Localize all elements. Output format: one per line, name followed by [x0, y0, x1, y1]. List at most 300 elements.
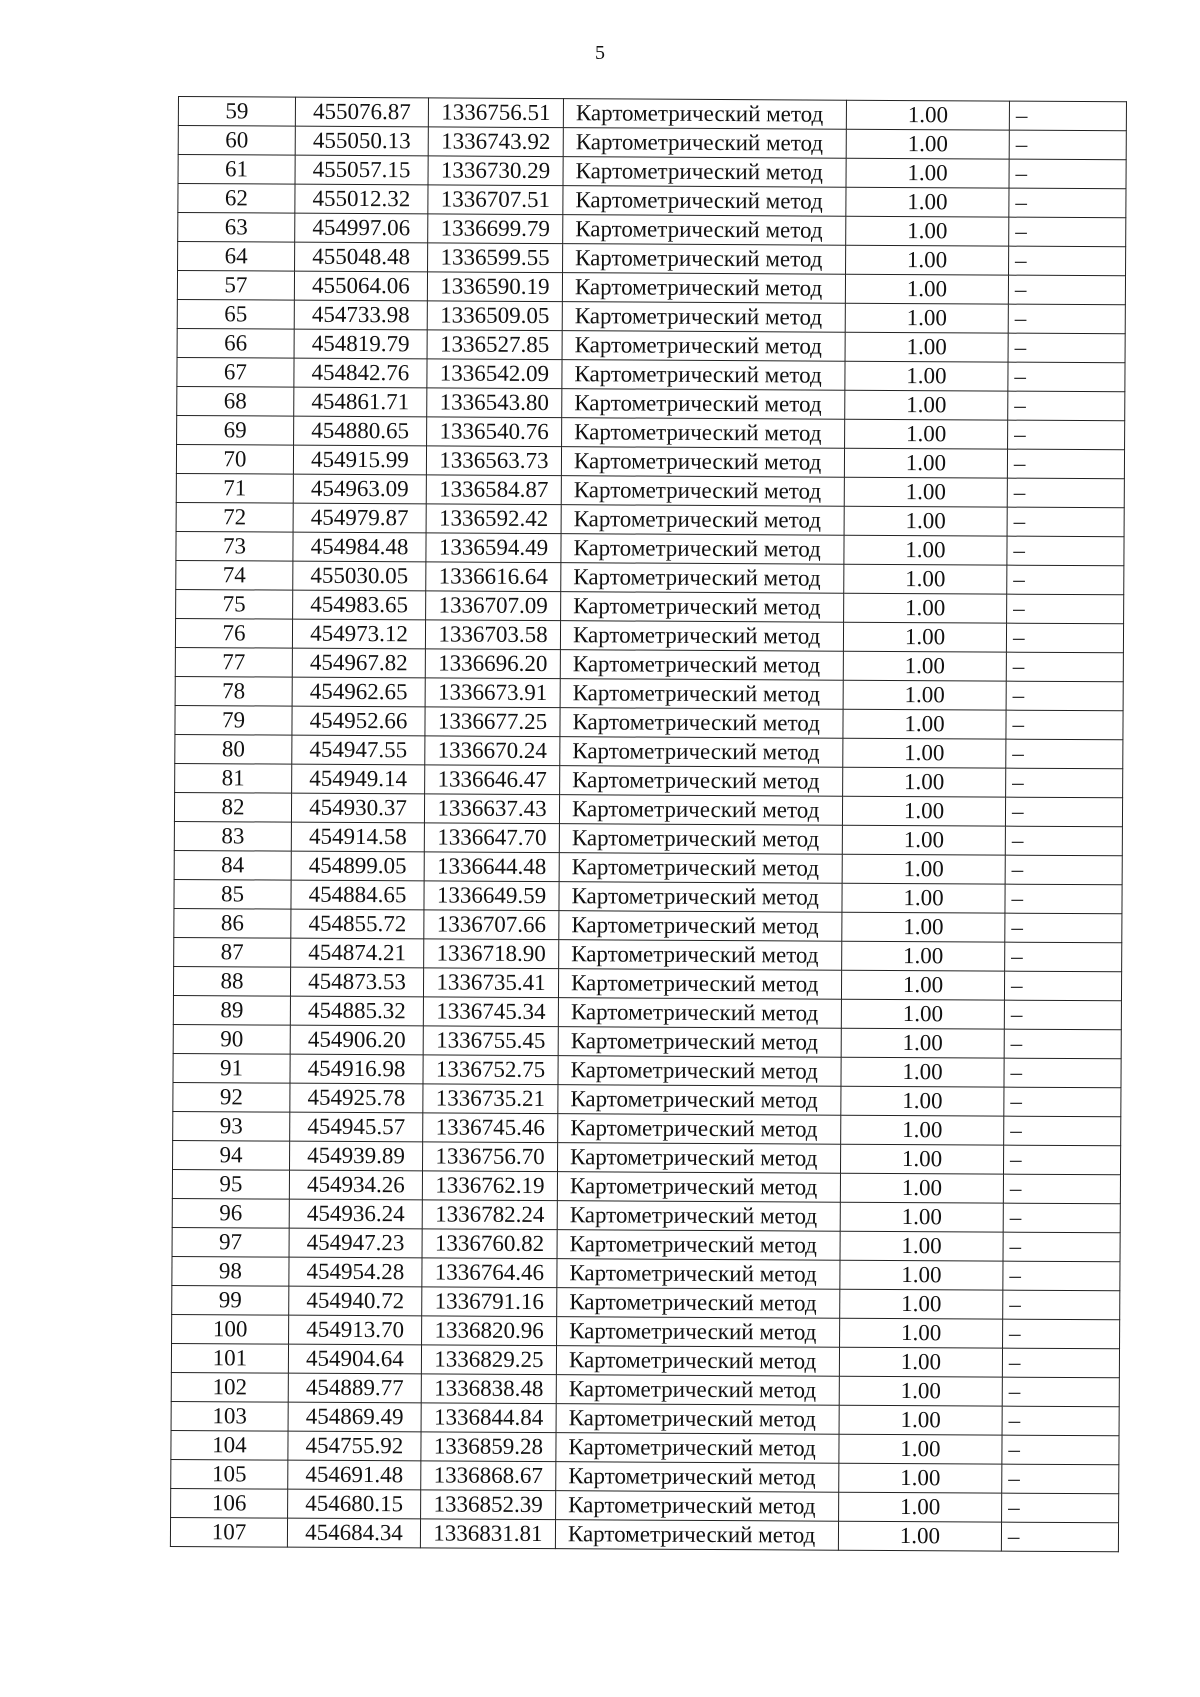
y-coordinate-cell: 1336647.70 [424, 823, 559, 853]
x-coordinate-cell: 454967.82 [292, 648, 425, 678]
method-cell: Картометрический метод [556, 1491, 839, 1522]
accuracy-cell: 1.00 [845, 419, 1008, 449]
method-cell: Картометрический метод [562, 418, 845, 449]
table-row [177, 271, 1125, 305]
note-cell: – [1008, 333, 1125, 363]
table-row [174, 792, 1122, 826]
y-coordinate-cell: 1336829.25 [421, 1345, 556, 1375]
table-row [174, 850, 1122, 884]
coordinates-table-body [170, 97, 1126, 1552]
table-row [175, 705, 1123, 739]
y-coordinate-cell: 1336782.24 [422, 1200, 557, 1230]
accuracy-cell: 1.00 [844, 535, 1007, 565]
point-number-cell: 102 [171, 1372, 288, 1402]
table-row [177, 415, 1125, 449]
point-number-cell: 66 [177, 328, 294, 358]
table-row [171, 1430, 1119, 1464]
x-coordinate-cell: 454733.98 [294, 300, 427, 330]
table-row [173, 1082, 1121, 1116]
x-coordinate-cell: 454940.72 [289, 1286, 422, 1316]
point-number-cell: 98 [172, 1256, 289, 1286]
x-coordinate-cell: 454691.48 [288, 1460, 421, 1490]
point-number-cell: 104 [171, 1430, 288, 1460]
y-coordinate-cell: 1336509.05 [427, 301, 562, 331]
point-number-cell: 93 [173, 1111, 290, 1141]
method-cell: Картометрический метод [557, 1317, 840, 1348]
accuracy-cell: 1.00 [841, 1086, 1004, 1116]
y-coordinate-cell: 1336838.48 [421, 1374, 556, 1404]
table-row [172, 1169, 1120, 1203]
y-coordinate-cell: 1336673.91 [425, 678, 560, 708]
note-cell: – [1007, 565, 1124, 595]
accuracy-cell: 1.00 [844, 448, 1007, 478]
y-coordinate-cell: 1336590.19 [427, 272, 562, 302]
note-cell: – [1004, 1116, 1121, 1146]
y-coordinate-cell: 1336743.92 [428, 127, 563, 157]
x-coordinate-cell: 455057.15 [295, 155, 428, 185]
point-number-cell: 91 [173, 1053, 290, 1083]
y-coordinate-cell: 1336762.19 [422, 1171, 557, 1201]
point-number-cell: 69 [177, 415, 294, 445]
x-coordinate-cell: 454904.64 [288, 1344, 421, 1374]
y-coordinate-cell: 1336791.16 [422, 1287, 557, 1317]
x-coordinate-cell: 454984.48 [293, 532, 426, 562]
accuracy-cell: 1.00 [846, 158, 1009, 188]
y-coordinate-cell: 1336616.64 [426, 562, 561, 592]
accuracy-cell: 1.00 [845, 361, 1008, 391]
point-number-cell: 96 [172, 1198, 289, 1228]
table-row [176, 444, 1124, 478]
accuracy-cell: 1.00 [838, 1521, 1001, 1551]
method-cell: Картометрический метод [560, 766, 843, 797]
x-coordinate-cell: 455064.06 [294, 271, 427, 301]
y-coordinate-cell: 1336592.42 [426, 504, 561, 534]
accuracy-cell: 1.00 [843, 622, 1006, 652]
point-number-cell: 71 [176, 473, 293, 503]
accuracy-cell: 1.00 [841, 1028, 1004, 1058]
accuracy-cell: 1.00 [840, 1260, 1003, 1290]
note-cell: – [1005, 855, 1122, 885]
point-number-cell: 81 [175, 763, 292, 793]
table-row [171, 1459, 1119, 1493]
x-coordinate-cell: 454842.76 [294, 358, 427, 388]
method-cell: Картометрический метод [556, 1346, 839, 1377]
note-cell: – [1007, 507, 1124, 537]
x-coordinate-cell: 454819.79 [294, 329, 427, 359]
accuracy-cell: 1.00 [839, 1463, 1002, 1493]
table-row [177, 357, 1125, 391]
note-cell: – [1004, 971, 1121, 1001]
point-number-cell: 78 [175, 676, 292, 706]
note-cell: – [1007, 536, 1124, 566]
table-row [176, 531, 1124, 565]
method-cell: Картометрический метод [562, 389, 845, 420]
x-coordinate-cell: 454973.12 [292, 619, 425, 649]
x-coordinate-cell: 454939.89 [290, 1141, 423, 1171]
note-cell: – [1008, 420, 1125, 450]
x-coordinate-cell: 454884.65 [291, 880, 424, 910]
accuracy-cell: 1.00 [841, 1115, 1004, 1145]
accuracy-cell: 1.00 [846, 129, 1009, 159]
x-coordinate-cell: 454983.65 [293, 590, 426, 620]
point-number-cell: 79 [175, 705, 292, 735]
table-row [174, 821, 1122, 855]
x-coordinate-cell: 455048.48 [295, 242, 428, 272]
table-row [174, 879, 1122, 913]
method-cell: Картометрический метод [559, 882, 842, 913]
y-coordinate-cell: 1336745.46 [423, 1113, 558, 1143]
point-number-cell: 68 [177, 386, 294, 416]
y-coordinate-cell: 1336543.80 [427, 388, 562, 418]
x-coordinate-cell: 454684.34 [287, 1518, 420, 1548]
table-row [173, 1053, 1121, 1087]
method-cell: Картометрический метод [560, 650, 843, 681]
point-number-cell: 72 [176, 502, 293, 532]
point-number-cell: 92 [173, 1082, 290, 1112]
accuracy-cell: 1.00 [843, 709, 1006, 739]
accuracy-cell: 1.00 [840, 1144, 1003, 1174]
point-number-cell: 89 [173, 995, 290, 1025]
note-cell: – [1003, 1145, 1120, 1175]
point-number-cell: 76 [175, 618, 292, 648]
x-coordinate-cell: 454755.92 [288, 1431, 421, 1461]
y-coordinate-cell: 1336637.43 [424, 794, 559, 824]
method-cell: Картометрический метод [562, 273, 845, 304]
method-cell: Картометрический метод [556, 1433, 839, 1464]
x-coordinate-cell: 454925.78 [290, 1083, 423, 1113]
accuracy-cell: 1.00 [842, 883, 1005, 913]
method-cell: Картометрический метод [558, 1056, 841, 1087]
method-cell: Картометрический метод [557, 1259, 840, 1290]
table-row [173, 966, 1121, 1000]
table-row [177, 328, 1125, 362]
note-cell: – [1003, 1290, 1120, 1320]
y-coordinate-cell: 1336820.96 [422, 1316, 557, 1346]
y-coordinate-cell: 1336707.66 [424, 910, 559, 940]
y-coordinate-cell: 1336868.67 [421, 1461, 556, 1491]
point-number-cell: 57 [177, 271, 294, 301]
accuracy-cell: 1.00 [842, 796, 1005, 826]
y-coordinate-cell: 1336718.90 [424, 939, 559, 969]
note-cell: – [1002, 1464, 1119, 1494]
y-coordinate-cell: 1336696.20 [425, 649, 560, 679]
point-number-cell: 107 [170, 1517, 287, 1547]
x-coordinate-cell: 454906.20 [290, 1025, 423, 1055]
method-cell: Картометрический метод [556, 1462, 839, 1493]
point-number-cell: 61 [178, 155, 295, 185]
note-cell: – [1005, 884, 1122, 914]
x-coordinate-cell: 454954.28 [289, 1257, 422, 1287]
table-row [173, 1024, 1121, 1058]
note-cell: – [1002, 1493, 1119, 1523]
y-coordinate-cell: 1336527.85 [427, 330, 562, 360]
point-number-cell: 74 [176, 560, 293, 590]
note-cell: – [1007, 594, 1124, 624]
note-cell: – [1004, 1000, 1121, 1030]
point-number-cell: 77 [175, 647, 292, 677]
accuracy-cell: 1.00 [842, 825, 1005, 855]
accuracy-cell: 1.00 [845, 303, 1008, 333]
table-row [176, 473, 1124, 507]
point-number-cell: 63 [178, 213, 295, 243]
y-coordinate-cell: 1336594.49 [426, 533, 561, 563]
point-number-cell: 105 [171, 1459, 288, 1489]
table-row [178, 126, 1126, 160]
method-cell: Картометрический метод [558, 1085, 841, 1116]
coordinates-table-wrapper [170, 96, 1127, 1552]
method-cell: Картометрический метод [563, 99, 846, 130]
note-cell: – [1002, 1435, 1119, 1465]
method-cell: Картометрический метод [558, 1114, 841, 1145]
point-number-cell: 82 [174, 792, 291, 822]
note-cell: – [1008, 362, 1125, 392]
accuracy-cell: 1.00 [846, 187, 1009, 217]
point-number-cell: 67 [177, 357, 294, 387]
x-coordinate-cell: 454680.15 [288, 1489, 421, 1519]
method-cell: Картометрический метод [557, 1143, 840, 1174]
note-cell: – [1001, 1522, 1118, 1552]
method-cell: Картометрический метод [560, 708, 843, 739]
accuracy-cell: 1.00 [842, 941, 1005, 971]
point-number-cell: 103 [171, 1401, 288, 1431]
note-cell: – [1008, 304, 1125, 334]
x-coordinate-cell: 454963.09 [293, 474, 426, 504]
note-cell: – [1009, 159, 1126, 189]
point-number-cell: 59 [178, 97, 295, 127]
note-cell: – [1002, 1348, 1119, 1378]
table-row [175, 647, 1123, 681]
note-cell: – [1002, 1406, 1119, 1436]
table-row [173, 1140, 1121, 1174]
x-coordinate-cell: 455012.32 [295, 184, 428, 214]
method-cell: Картометрический метод [558, 1027, 841, 1058]
table-row [170, 1517, 1118, 1551]
note-cell: – [1004, 1058, 1121, 1088]
y-coordinate-cell: 1336563.73 [426, 446, 561, 476]
y-coordinate-cell: 1336859.28 [421, 1432, 556, 1462]
accuracy-cell: 1.00 [846, 245, 1009, 275]
point-number-cell: 88 [173, 966, 290, 996]
table-row [176, 502, 1124, 536]
y-coordinate-cell: 1336542.09 [427, 359, 562, 389]
method-cell: Картометрический метод [562, 302, 845, 333]
accuracy-cell: 1.00 [841, 1057, 1004, 1087]
method-cell: Картометрический метод [560, 679, 843, 710]
point-number-cell: 95 [172, 1169, 289, 1199]
accuracy-cell: 1.00 [843, 680, 1006, 710]
y-coordinate-cell: 1336599.55 [428, 243, 563, 273]
x-coordinate-cell: 455030.05 [293, 561, 426, 591]
method-cell: Картометрический метод [556, 1404, 839, 1435]
method-cell: Картометрический метод [563, 186, 846, 217]
method-cell: Картометрический метод [561, 563, 844, 594]
y-coordinate-cell: 1336760.82 [422, 1229, 557, 1259]
x-coordinate-cell: 454874.21 [291, 938, 424, 968]
table-row [171, 1343, 1119, 1377]
table-row [177, 299, 1125, 333]
y-coordinate-cell: 1336735.41 [423, 968, 558, 998]
method-cell: Картометрический метод [555, 1520, 838, 1551]
x-coordinate-cell: 454947.55 [292, 735, 425, 765]
note-cell: – [1009, 188, 1126, 218]
x-coordinate-cell: 454915.99 [293, 445, 426, 475]
note-cell: – [1009, 130, 1126, 160]
method-cell: Картометрический метод [560, 737, 843, 768]
y-coordinate-cell: 1336703.58 [425, 620, 560, 650]
accuracy-cell: 1.00 [841, 999, 1004, 1029]
accuracy-cell: 1.00 [845, 332, 1008, 362]
note-cell: – [1005, 913, 1122, 943]
accuracy-cell: 1.00 [839, 1405, 1002, 1435]
x-coordinate-cell: 455050.13 [295, 126, 428, 156]
accuracy-cell: 1.00 [843, 767, 1006, 797]
method-cell: Картометрический метод [559, 824, 842, 855]
coordinates-table [170, 96, 1127, 1552]
note-cell: – [1008, 275, 1125, 305]
table-row [173, 1111, 1121, 1145]
note-cell: – [1003, 1232, 1120, 1262]
accuracy-cell: 1.00 [840, 1173, 1003, 1203]
note-cell: – [1009, 101, 1126, 131]
accuracy-cell: 1.00 [846, 100, 1009, 130]
y-coordinate-cell: 1336644.48 [424, 852, 559, 882]
y-coordinate-cell: 1336756.70 [423, 1142, 558, 1172]
x-coordinate-cell: 454952.66 [292, 706, 425, 736]
accuracy-cell: 1.00 [844, 477, 1007, 507]
table-row [177, 386, 1125, 420]
accuracy-cell: 1.00 [845, 390, 1008, 420]
method-cell: Картометрический метод [559, 795, 842, 826]
accuracy-cell: 1.00 [842, 854, 1005, 884]
table-row [175, 734, 1123, 768]
accuracy-cell: 1.00 [839, 1492, 1002, 1522]
note-cell: – [1006, 710, 1123, 740]
table-row [174, 937, 1122, 971]
point-number-cell: 64 [178, 242, 295, 272]
note-cell: – [1003, 1261, 1120, 1291]
x-coordinate-cell: 454979.87 [293, 503, 426, 533]
point-number-cell: 106 [171, 1488, 288, 1518]
table-row [172, 1285, 1120, 1319]
y-coordinate-cell: 1336735.21 [423, 1084, 558, 1114]
x-coordinate-cell: 454861.71 [294, 387, 427, 417]
x-coordinate-cell: 454962.65 [292, 677, 425, 707]
note-cell: – [1009, 217, 1126, 247]
table-row [172, 1198, 1120, 1232]
note-cell: – [1006, 681, 1123, 711]
note-cell: – [1003, 1203, 1120, 1233]
note-cell: – [1004, 1087, 1121, 1117]
accuracy-cell: 1.00 [843, 651, 1006, 681]
point-number-cell: 99 [172, 1285, 289, 1315]
point-number-cell: 85 [174, 879, 291, 909]
y-coordinate-cell: 1336730.29 [428, 156, 563, 186]
note-cell: – [1006, 739, 1123, 769]
x-coordinate-cell: 454899.05 [291, 851, 424, 881]
method-cell: Картометрический метод [561, 476, 844, 507]
x-coordinate-cell: 454855.72 [291, 909, 424, 939]
x-coordinate-cell: 454873.53 [290, 967, 423, 997]
table-row [178, 184, 1126, 218]
method-cell: Картометрический метод [557, 1201, 840, 1232]
y-coordinate-cell: 1336752.75 [423, 1055, 558, 1085]
x-coordinate-cell: 454869.49 [288, 1402, 421, 1432]
point-number-cell: 101 [171, 1343, 288, 1373]
accuracy-cell: 1.00 [839, 1347, 1002, 1377]
table-row [176, 589, 1124, 623]
y-coordinate-cell: 1336764.46 [422, 1258, 557, 1288]
x-coordinate-cell: 454947.23 [289, 1228, 422, 1258]
note-cell: – [1005, 942, 1122, 972]
method-cell: Картометрический метод [563, 244, 846, 275]
method-cell: Картометрический метод [561, 447, 844, 478]
table-row [171, 1372, 1119, 1406]
accuracy-cell: 1.00 [844, 506, 1007, 536]
note-cell: – [1006, 623, 1123, 653]
point-number-cell: 80 [175, 734, 292, 764]
table-row [172, 1314, 1120, 1348]
table-row [178, 242, 1126, 276]
x-coordinate-cell: 454880.65 [294, 416, 427, 446]
method-cell: Картометрический метод [557, 1172, 840, 1203]
point-number-cell: 87 [174, 937, 291, 967]
table-row [178, 97, 1126, 131]
note-cell: – [1007, 478, 1124, 508]
accuracy-cell: 1.00 [839, 1434, 1002, 1464]
accuracy-cell: 1.00 [843, 738, 1006, 768]
accuracy-cell: 1.00 [839, 1376, 1002, 1406]
y-coordinate-cell: 1336707.51 [428, 185, 563, 215]
method-cell: Картометрический метод [563, 157, 846, 188]
y-coordinate-cell: 1336707.09 [426, 591, 561, 621]
y-coordinate-cell: 1336670.24 [425, 736, 560, 766]
x-coordinate-cell: 454936.24 [289, 1199, 422, 1229]
method-cell: Картометрический метод [557, 1230, 840, 1261]
method-cell: Картометрический метод [558, 969, 841, 1000]
table-row [175, 763, 1123, 797]
note-cell: – [1003, 1174, 1120, 1204]
accuracy-cell: 1.00 [840, 1231, 1003, 1261]
note-cell: – [1007, 449, 1124, 479]
point-number-cell: 94 [173, 1140, 290, 1170]
method-cell: Картометрический метод [561, 505, 844, 536]
table-row [172, 1256, 1120, 1290]
point-number-cell: 97 [172, 1227, 289, 1257]
note-cell: – [1005, 826, 1122, 856]
table-row [172, 1227, 1120, 1261]
table-row [171, 1401, 1119, 1435]
table-row [173, 995, 1121, 1029]
table-row [178, 155, 1126, 189]
accuracy-cell: 1.00 [840, 1318, 1003, 1348]
y-coordinate-cell: 1336584.87 [426, 475, 561, 505]
method-cell: Картометрический метод [559, 911, 842, 942]
y-coordinate-cell: 1336699.79 [428, 214, 563, 244]
point-number-cell: 70 [176, 444, 293, 474]
method-cell: Картометрический метод [558, 998, 841, 1029]
y-coordinate-cell: 1336852.39 [421, 1490, 556, 1520]
x-coordinate-cell: 454916.98 [290, 1054, 423, 1084]
note-cell: – [1002, 1377, 1119, 1407]
point-number-cell: 84 [174, 850, 291, 880]
table-row [178, 213, 1126, 247]
accuracy-cell: 1.00 [840, 1202, 1003, 1232]
table-row [175, 618, 1123, 652]
accuracy-cell: 1.00 [844, 593, 1007, 623]
table-row [176, 560, 1124, 594]
y-coordinate-cell: 1336745.34 [423, 997, 558, 1027]
method-cell: Картометрический метод [561, 534, 844, 565]
